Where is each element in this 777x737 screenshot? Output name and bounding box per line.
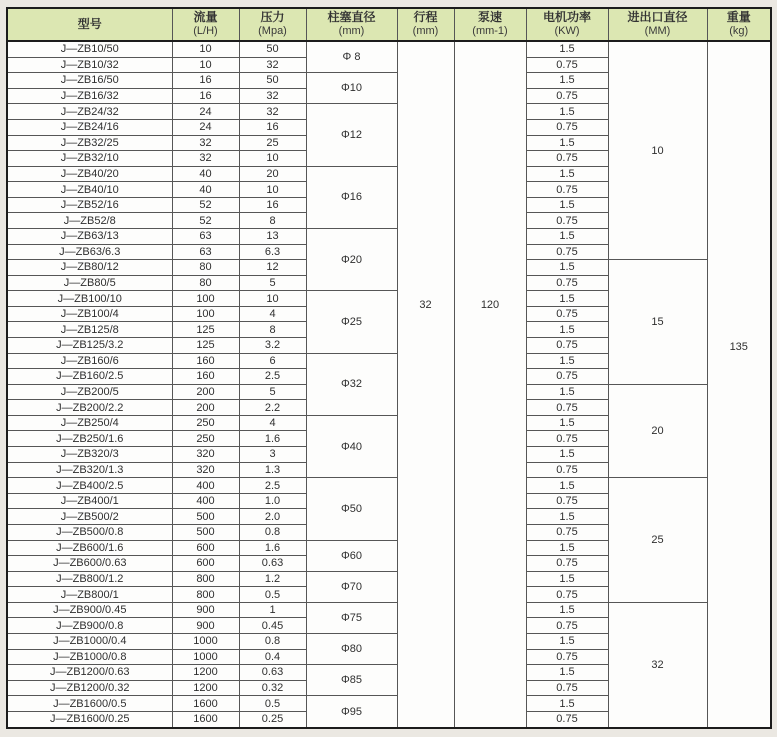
flow-cell: 10 <box>172 41 239 57</box>
pressure-cell: 10 <box>239 151 306 167</box>
pressure-cell: 1 <box>239 602 306 618</box>
flow-cell: 160 <box>172 369 239 385</box>
motor-power-cell: 1.5 <box>526 197 608 213</box>
pressure-cell: 0.32 <box>239 680 306 696</box>
motor-power-cell: 0.75 <box>526 369 608 385</box>
flow-cell: 80 <box>172 275 239 291</box>
model-cell: J—ZB320/3 <box>7 447 172 463</box>
col-header-label: 柱塞直径 <box>327 10 376 25</box>
col-header-unit: (Mpa) <box>258 25 287 38</box>
pressure-cell: 25 <box>239 135 306 151</box>
pump-speed-cell: 120 <box>454 41 526 728</box>
pressure-cell: 10 <box>239 291 306 307</box>
flow-cell: 320 <box>172 462 239 478</box>
model-cell: J—ZB40/20 <box>7 166 172 182</box>
motor-power-cell: 0.75 <box>526 649 608 665</box>
flow-cell: 32 <box>172 151 239 167</box>
model-cell: J—ZB63/6.3 <box>7 244 172 260</box>
plunger-diameter-cell: Φ50 <box>306 478 397 540</box>
motor-power-cell: 0.75 <box>526 431 608 447</box>
pressure-cell: 0.5 <box>239 587 306 603</box>
motor-power-cell: 0.75 <box>526 182 608 198</box>
pressure-cell: 5 <box>239 275 306 291</box>
plunger-diameter-cell: Φ70 <box>306 571 397 602</box>
col-header-label: 电机功率 <box>542 10 591 25</box>
model-cell: J—ZB10/50 <box>7 41 172 57</box>
flow-cell: 10 <box>172 57 239 73</box>
plunger-diameter-cell: Φ16 <box>306 166 397 228</box>
table-header <box>7 8 771 41</box>
table-row <box>7 41 771 57</box>
col-header-label: 流量 <box>193 10 218 25</box>
table-row <box>7 602 771 618</box>
col-header-stroke <box>397 8 454 41</box>
model-cell: J—ZB24/32 <box>7 104 172 120</box>
col-header-label: 行程 <box>413 10 438 25</box>
model-cell: J—ZB1000/0.4 <box>7 634 172 650</box>
pressure-cell: 4 <box>239 306 306 322</box>
model-cell: J—ZB800/1.2 <box>7 571 172 587</box>
col-header-flow <box>172 8 239 41</box>
model-cell: J—ZB125/8 <box>7 322 172 338</box>
pressure-cell: 8 <box>239 213 306 229</box>
motor-power-cell: 1.5 <box>526 228 608 244</box>
motor-power-cell: 1.5 <box>526 104 608 120</box>
col-header-pressure <box>239 8 306 41</box>
model-cell: J—ZB250/4 <box>7 415 172 431</box>
pressure-cell: 3.2 <box>239 338 306 354</box>
motor-power-cell: 1.5 <box>526 135 608 151</box>
flow-cell: 40 <box>172 166 239 182</box>
port-diameter-cell: 25 <box>608 478 707 603</box>
plunger-diameter-cell: Φ10 <box>306 73 397 104</box>
plunger-diameter-cell: Φ60 <box>306 540 397 571</box>
model-cell: J—ZB32/25 <box>7 135 172 151</box>
motor-power-cell: 1.5 <box>526 166 608 182</box>
model-cell: J—ZB160/6 <box>7 353 172 369</box>
col-header-label: 压力 <box>260 10 285 25</box>
flow-cell: 200 <box>172 400 239 416</box>
plunger-diameter-cell: Φ12 <box>306 104 397 166</box>
pressure-cell: 0.8 <box>239 524 306 540</box>
motor-power-cell: 1.5 <box>526 41 608 57</box>
model-cell: J—ZB500/0.8 <box>7 524 172 540</box>
port-diameter-cell: 10 <box>608 41 707 260</box>
col-header-unit: (mm-1) <box>472 25 508 38</box>
pressure-cell: 2.5 <box>239 369 306 385</box>
model-cell: J—ZB40/10 <box>7 182 172 198</box>
pressure-cell: 0.8 <box>239 634 306 650</box>
motor-power-cell: 1.5 <box>526 447 608 463</box>
flow-cell: 160 <box>172 353 239 369</box>
flow-cell: 1000 <box>172 649 239 665</box>
header-row <box>7 8 771 41</box>
pressure-cell: 20 <box>239 166 306 182</box>
motor-power-cell: 0.75 <box>526 213 608 229</box>
motor-power-cell: 1.5 <box>526 353 608 369</box>
model-cell: J—ZB1600/0.5 <box>7 696 172 712</box>
flow-cell: 400 <box>172 478 239 494</box>
flow-cell: 900 <box>172 618 239 634</box>
motor-power-cell: 0.75 <box>526 493 608 509</box>
plunger-diameter-cell: Φ80 <box>306 634 397 665</box>
model-cell: J—ZB16/50 <box>7 73 172 89</box>
motor-power-cell: 0.75 <box>526 711 608 728</box>
flow-cell: 500 <box>172 509 239 525</box>
flow-cell: 125 <box>172 322 239 338</box>
col-header-speed <box>454 8 526 41</box>
model-cell: J—ZB32/10 <box>7 151 172 167</box>
model-cell: J—ZB800/1 <box>7 587 172 603</box>
motor-power-cell: 1.5 <box>526 696 608 712</box>
col-header-unit: (kg) <box>729 25 749 38</box>
col-header-label: 重量 <box>726 10 751 25</box>
motor-power-cell: 1.5 <box>526 73 608 89</box>
pressure-cell: 16 <box>239 197 306 213</box>
motor-power-cell: 1.5 <box>526 478 608 494</box>
motor-power-cell: 1.5 <box>526 634 608 650</box>
col-header-weight <box>707 8 771 41</box>
flow-cell: 16 <box>172 88 239 104</box>
pressure-cell: 2.2 <box>239 400 306 416</box>
pressure-cell: 16 <box>239 119 306 135</box>
flow-cell: 900 <box>172 602 239 618</box>
col-header-model <box>7 8 172 41</box>
model-cell: J—ZB24/16 <box>7 119 172 135</box>
pressure-cell: 0.45 <box>239 618 306 634</box>
pressure-cell: 50 <box>239 73 306 89</box>
flow-cell: 250 <box>172 431 239 447</box>
pressure-cell: 0.5 <box>239 696 306 712</box>
pressure-cell: 32 <box>239 57 306 73</box>
pressure-cell: 1.6 <box>239 431 306 447</box>
motor-power-cell: 0.75 <box>526 57 608 73</box>
motor-power-cell: 1.5 <box>526 415 608 431</box>
flow-cell: 32 <box>172 135 239 151</box>
model-cell: J—ZB52/8 <box>7 213 172 229</box>
pressure-cell: 0.25 <box>239 711 306 728</box>
motor-power-cell: 1.5 <box>526 540 608 556</box>
model-cell: J—ZB200/2.2 <box>7 400 172 416</box>
motor-power-cell: 1.5 <box>526 260 608 276</box>
pressure-cell: 1.0 <box>239 493 306 509</box>
flow-cell: 24 <box>172 119 239 135</box>
pressure-cell: 8 <box>239 322 306 338</box>
flow-cell: 600 <box>172 556 239 572</box>
motor-power-cell: 0.75 <box>526 275 608 291</box>
motor-power-cell: 0.75 <box>526 680 608 696</box>
pressure-cell: 0.4 <box>239 649 306 665</box>
motor-power-cell: 1.5 <box>526 602 608 618</box>
model-cell: J—ZB63/13 <box>7 228 172 244</box>
motor-power-cell: 0.75 <box>526 338 608 354</box>
flow-cell: 125 <box>172 338 239 354</box>
plunger-diameter-cell: Φ25 <box>306 291 397 353</box>
model-cell: J—ZB1200/0.32 <box>7 680 172 696</box>
model-cell: J—ZB100/10 <box>7 291 172 307</box>
flow-cell: 600 <box>172 540 239 556</box>
plunger-diameter-cell: Φ85 <box>306 665 397 696</box>
motor-power-cell: 0.75 <box>526 587 608 603</box>
flow-cell: 800 <box>172 571 239 587</box>
port-diameter-cell: 32 <box>608 602 707 728</box>
motor-power-cell: 0.75 <box>526 88 608 104</box>
flow-cell: 320 <box>172 447 239 463</box>
motor-power-cell: 0.75 <box>526 556 608 572</box>
pressure-cell: 10 <box>239 182 306 198</box>
flow-cell: 16 <box>172 73 239 89</box>
motor-power-cell: 0.75 <box>526 244 608 260</box>
col-header-unit: (MM) <box>644 25 671 38</box>
plunger-diameter-cell: Φ40 <box>306 415 397 477</box>
pressure-cell: 0.63 <box>239 665 306 681</box>
flow-cell: 24 <box>172 104 239 120</box>
plunger-diameter-cell: Φ32 <box>306 353 397 415</box>
motor-power-cell: 1.5 <box>526 322 608 338</box>
model-cell: J—ZB900/0.8 <box>7 618 172 634</box>
flow-cell: 40 <box>172 182 239 198</box>
pressure-cell: 3 <box>239 447 306 463</box>
col-header-unit: (KW) <box>554 25 580 38</box>
pressure-cell: 6 <box>239 353 306 369</box>
pressure-cell: 1.6 <box>239 540 306 556</box>
model-cell: J—ZB200/5 <box>7 384 172 400</box>
port-diameter-cell: 15 <box>608 260 707 385</box>
model-cell: J—ZB100/4 <box>7 306 172 322</box>
model-cell: J—ZB600/0.63 <box>7 556 172 572</box>
pressure-cell: 2.5 <box>239 478 306 494</box>
flow-cell: 800 <box>172 587 239 603</box>
motor-power-cell: 0.75 <box>526 151 608 167</box>
model-cell: J—ZB400/2.5 <box>7 478 172 494</box>
flow-cell: 1200 <box>172 680 239 696</box>
plunger-diameter-cell: Φ95 <box>306 696 397 728</box>
col-header-plunger <box>306 8 397 41</box>
plunger-diameter-cell: Φ75 <box>306 602 397 633</box>
pressure-cell: 2.0 <box>239 509 306 525</box>
table-body <box>7 41 771 728</box>
pressure-cell: 0.63 <box>239 556 306 572</box>
col-header-label: 型号 <box>77 17 102 31</box>
model-cell: J—ZB52/16 <box>7 197 172 213</box>
stroke-cell: 32 <box>397 41 454 728</box>
motor-power-cell: 1.5 <box>526 291 608 307</box>
flow-cell: 63 <box>172 228 239 244</box>
motor-power-cell: 0.75 <box>526 400 608 416</box>
pressure-cell: 6.3 <box>239 244 306 260</box>
flow-cell: 500 <box>172 524 239 540</box>
model-cell: J—ZB400/1 <box>7 493 172 509</box>
pressure-cell: 50 <box>239 41 306 57</box>
col-header-label: 进出口直径 <box>627 10 688 25</box>
model-cell: J—ZB320/1.3 <box>7 462 172 478</box>
motor-power-cell: 0.75 <box>526 462 608 478</box>
col-header-power <box>526 8 608 41</box>
model-cell: J—ZB600/1.6 <box>7 540 172 556</box>
flow-cell: 1000 <box>172 634 239 650</box>
flow-cell: 52 <box>172 197 239 213</box>
model-cell: J—ZB1600/0.25 <box>7 711 172 728</box>
model-cell: J—ZB250/1.6 <box>7 431 172 447</box>
model-cell: J—ZB160/2.5 <box>7 369 172 385</box>
pressure-cell: 1.2 <box>239 571 306 587</box>
flow-cell: 52 <box>172 213 239 229</box>
motor-power-cell: 0.75 <box>526 119 608 135</box>
flow-cell: 1600 <box>172 711 239 728</box>
flow-cell: 63 <box>172 244 239 260</box>
col-header-unit: (mm) <box>338 25 365 38</box>
pressure-cell: 32 <box>239 104 306 120</box>
plunger-diameter-cell: Φ 8 <box>306 41 397 73</box>
motor-power-cell: 1.5 <box>526 509 608 525</box>
motor-power-cell: 0.75 <box>526 618 608 634</box>
table-row <box>7 478 771 494</box>
port-diameter-cell: 20 <box>608 384 707 477</box>
motor-power-cell: 0.75 <box>526 524 608 540</box>
model-cell: J—ZB16/32 <box>7 88 172 104</box>
flow-cell: 100 <box>172 306 239 322</box>
model-cell: J—ZB1200/0.63 <box>7 665 172 681</box>
flow-cell: 400 <box>172 493 239 509</box>
flow-cell: 100 <box>172 291 239 307</box>
motor-power-cell: 1.5 <box>526 571 608 587</box>
flow-cell: 200 <box>172 384 239 400</box>
flow-cell: 1200 <box>172 665 239 681</box>
motor-power-cell: 1.5 <box>526 384 608 400</box>
model-cell: J—ZB80/5 <box>7 275 172 291</box>
pump-spec-table <box>6 7 772 729</box>
pressure-cell: 1.3 <box>239 462 306 478</box>
pressure-cell: 32 <box>239 88 306 104</box>
model-cell: J—ZB500/2 <box>7 509 172 525</box>
pressure-cell: 4 <box>239 415 306 431</box>
model-cell: J—ZB900/0.45 <box>7 602 172 618</box>
pressure-cell: 12 <box>239 260 306 276</box>
motor-power-cell: 0.75 <box>526 306 608 322</box>
model-cell: J—ZB125/3.2 <box>7 338 172 354</box>
col-header-port <box>608 8 707 41</box>
flow-cell: 80 <box>172 260 239 276</box>
col-header-label: 泵速 <box>477 10 502 25</box>
col-header-unit: (L/H) <box>193 25 218 38</box>
model-cell: J—ZB10/32 <box>7 57 172 73</box>
col-header-unit: (mm) <box>412 25 439 38</box>
pressure-cell: 13 <box>239 228 306 244</box>
motor-power-cell: 1.5 <box>526 665 608 681</box>
model-cell: J—ZB80/12 <box>7 260 172 276</box>
model-cell: J—ZB1000/0.8 <box>7 649 172 665</box>
flow-cell: 1600 <box>172 696 239 712</box>
weight-cell: 135 <box>707 41 771 728</box>
flow-cell: 250 <box>172 415 239 431</box>
plunger-diameter-cell: Φ20 <box>306 228 397 290</box>
pressure-cell: 5 <box>239 384 306 400</box>
